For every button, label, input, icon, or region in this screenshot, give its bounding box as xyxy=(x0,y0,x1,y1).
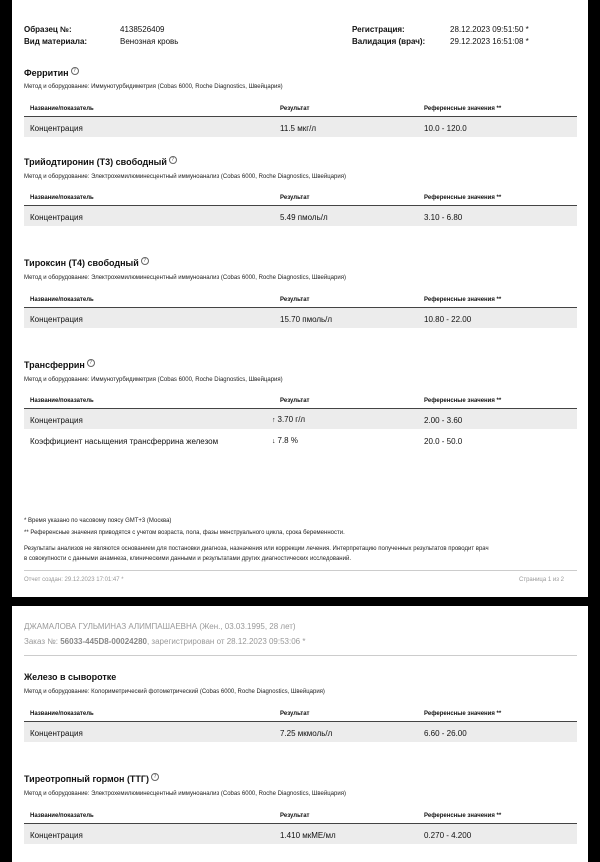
section-title: Трийодтиронин (Т3) свободный xyxy=(24,157,167,167)
order-number: 56033-445D8-00024280 xyxy=(60,637,147,646)
column-header-name: Название/показатель xyxy=(30,711,94,717)
footnote-reference: ** Референсные значения приводятся с учетом возраста, пола, фазы менструального цикла, срока беременности. xyxy=(24,530,345,536)
info-icon[interactable]: ? xyxy=(151,773,159,781)
report-page-1 xyxy=(12,0,588,597)
validation-value: 29.12.2023 16:51:08 * xyxy=(450,37,529,46)
registration-value: 28.12.2023 09:51:50 * xyxy=(450,25,529,34)
row-result: 7.8 % xyxy=(277,436,298,445)
page-number: Страница 1 из 2 xyxy=(519,577,564,583)
column-header-result: Результат xyxy=(280,711,310,717)
method-description: Метод и оборудование: Электрохемилюминесцентный иммуноанализ (Cobas 6000, Roche Diagnostics, Швейцария) xyxy=(24,174,346,180)
material-label: Вид материала: xyxy=(24,37,88,46)
row-name: Коэффициент насыщения трансферрина железом xyxy=(30,437,219,446)
column-header-name: Название/показатель xyxy=(30,813,94,819)
arrow-up-icon: ↑ xyxy=(272,417,276,424)
section-title: Железо в сыворотке xyxy=(24,672,117,682)
registration-label: Регистрация: xyxy=(352,25,405,34)
row-result: 7.25 мкмоль/л xyxy=(280,729,333,738)
method-description: Метод и оборудование: Электрохемилюминесцентный иммуноанализ (Cobas 6000, Roche Diagnostics, Швейцария) xyxy=(24,275,346,281)
disclaimer-line-2: в совокупности с данными анамнеза, клиническими данными и результатами других диагностических исследований. xyxy=(24,556,351,562)
method-description: Метод и оборудование: Электрохемилюминесцентный иммуноанализ (Cobas 6000, Roche Diagnostics, Швейцария) xyxy=(24,791,346,797)
row-reference: 10.0 - 120.0 xyxy=(424,124,467,133)
info-icon[interactable]: ? xyxy=(71,67,79,75)
validation-label: Валидация (врач): xyxy=(352,37,426,46)
row-reference: 10.80 - 22.00 xyxy=(424,315,472,324)
column-header-result: Результат xyxy=(280,106,310,112)
info-icon[interactable]: ? xyxy=(141,257,149,265)
column-header-name: Название/показатель xyxy=(30,106,94,112)
row-name: Концентрация xyxy=(30,124,83,133)
order-prefix: Заказ №: xyxy=(24,637,61,646)
patient-info: ДЖАМАЛОВА ГУЛЬМИНАЗ АЛИМПАШАЕВНА (Жен., 03.03.1995, 28 лет) xyxy=(24,622,296,631)
header-divider xyxy=(24,655,577,656)
column-header-name: Название/показатель xyxy=(30,297,94,303)
material-value: Венозная кровь xyxy=(120,37,179,46)
column-header-reference: Референсные значения ** xyxy=(424,297,502,303)
row-name: Концентрация xyxy=(30,315,83,324)
row-reference: 20.0 - 50.0 xyxy=(424,437,463,446)
method-description: Метод и оборудование: Колориметрический фотометрический (Cobas 6000, Roche Diagnostics, Швейцария) xyxy=(24,689,325,695)
column-header-result: Результат xyxy=(280,813,310,819)
section-title: Тироксин (Т4) свободный xyxy=(24,258,139,268)
row-name: Концентрация xyxy=(30,729,83,738)
method-description: Метод и оборудование: Иммунотурбидиметрия (Cobas 6000, Roche Diagnostics, Швейцария) xyxy=(24,377,283,383)
sample-value: 4138526409 xyxy=(120,25,165,34)
report-created: Отчет создан: 29.12.2023 17:01:47 * xyxy=(24,577,124,583)
info-icon[interactable]: ? xyxy=(169,156,177,164)
row-result: 1.410 мкМЕ/мл xyxy=(280,831,336,840)
section-title: Тиреотропный гормон (ТТГ) xyxy=(24,774,150,784)
footer-divider xyxy=(24,570,577,571)
info-icon[interactable]: ? xyxy=(87,359,95,367)
row-reference: 3.10 - 6.80 xyxy=(424,213,463,222)
column-header-result: Результат xyxy=(280,398,310,404)
arrow-down-icon: ↓ xyxy=(272,438,276,445)
row-result: 11.5 мкг/л xyxy=(280,124,317,133)
section-title: Ферритин xyxy=(24,68,69,78)
row-result: 3.70 г/л xyxy=(277,415,306,424)
row-name: Концентрация xyxy=(30,416,83,425)
method-description: Метод и оборудование: Иммунотурбидиметрия (Cobas 6000, Roche Diagnostics, Швейцария) xyxy=(24,84,283,90)
column-header-reference: Референсные значения ** xyxy=(424,711,502,717)
column-header-name: Название/показатель xyxy=(30,195,94,201)
column-header-reference: Референсные значения ** xyxy=(424,398,502,404)
report-page-2 xyxy=(12,606,588,862)
row-result: 5.49 пмоль/л xyxy=(280,213,328,222)
footnote-timezone: * Время указано по часовому поясу GMT+3 (Москва) xyxy=(24,518,172,524)
order-registered: , зарегистрирован от 28.12.2023 09:53:06 * xyxy=(146,637,306,646)
row-result: 15.70 пмоль/л xyxy=(280,315,333,324)
row-reference: 0.270 - 4.200 xyxy=(424,831,472,840)
section-title: Трансферрин xyxy=(24,360,85,370)
column-header-reference: Референсные значения ** xyxy=(424,813,502,819)
row-name: Концентрация xyxy=(30,213,83,222)
row-reference: 6.60 - 26.00 xyxy=(424,729,467,738)
sample-label: Образец №: xyxy=(24,25,72,34)
row-name: Концентрация xyxy=(30,831,83,840)
column-header-name: Название/показатель xyxy=(30,398,94,404)
column-header-result: Результат xyxy=(280,195,310,201)
column-header-result: Результат xyxy=(280,297,310,303)
column-header-reference: Референсные значения ** xyxy=(424,106,502,112)
column-header-reference: Референсные значения ** xyxy=(424,195,502,201)
disclaimer-line-1: Результаты анализов не являются основанием для постановки диагноза, назначения или коррекции лечения. Интерпретацию полученных результатов проводит врач xyxy=(24,546,489,552)
row-reference: 2.00 - 3.60 xyxy=(424,416,463,425)
